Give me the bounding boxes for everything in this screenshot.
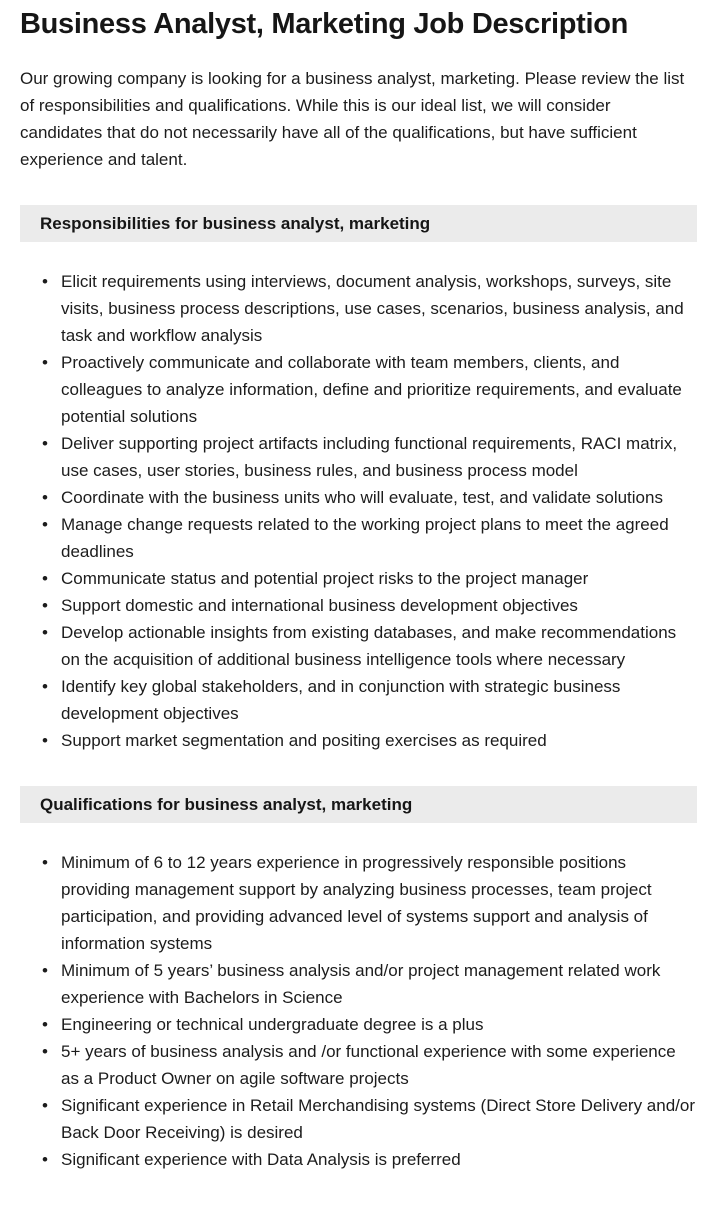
list-item: • Significant experience with Data Analysis is preferred: [42, 1146, 697, 1173]
list-item: • Coordinate with the business units who will evaluate, test, and validate solutions: [42, 484, 697, 511]
list-item: • Develop actionable insights from existing databases, and make recommendations on the acquisition of additional business intelligence tools where necessary: [42, 619, 697, 673]
section-responsibilities: [20, 205, 697, 754]
intro-paragraph: Our growing company is looking for a business analyst, marketing. Please review the list of responsibilities and qualifications. While this is our ideal list, we will consider candidates that do not necessarily have all of the qualifications, but have sufficient experience and talent.: [20, 69, 685, 169]
section-heading-responsibilities: Responsibilities for business analyst, marketing: [20, 205, 697, 242]
section-qualifications: [20, 786, 697, 1173]
list-item: • Support domestic and international business development objectives: [42, 592, 697, 619]
list-item: • Communicate status and potential project risks to the project manager: [42, 565, 697, 592]
qualifications-list: [42, 849, 697, 1173]
list-item: • Minimum of 6 to 12 years experience in progressively responsible positions providing management support by analyzing business processes, team project participation, and providing advanced level of systems support and analysis of information systems: [42, 849, 697, 957]
page-title: Business Analyst, Marketing Job Description: [20, 8, 629, 40]
section-heading-qualifications: Qualifications for business analyst, marketing: [20, 786, 697, 823]
list-item: • Engineering or technical undergraduate degree is a plus: [42, 1011, 697, 1038]
list-item: • Minimum of 5 years’ business analysis and/or project management related work experience with Bachelors in Science: [42, 957, 697, 1011]
list-item: • 5+ years of business analysis and /or functional experience with some experience as a Product Owner on agile software projects: [42, 1038, 697, 1092]
list-item: • Identify key global stakeholders, and in conjunction with strategic business development objectives: [42, 673, 697, 727]
list-item: • Elicit requirements using interviews, document analysis, workshops, surveys, site visits, business process descriptions, use cases, scenarios, business analysis, and task and workflow analysis: [42, 268, 697, 349]
list-item: • Support market segmentation and positing exercises as required: [42, 727, 697, 754]
responsibilities-list: [42, 268, 697, 754]
list-item: • Deliver supporting project artifacts including functional requirements, RACI matrix, use cases, user stories, business rules, and business process model: [42, 430, 697, 484]
list-item: • Manage change requests related to the working project plans to meet the agreed deadlines: [42, 511, 697, 565]
list-item: • Proactively communicate and collaborate with team members, clients, and colleagues to analyze information, define and prioritize requirements, and evaluate potential solutions: [42, 349, 697, 430]
list-item: • Significant experience in Retail Merchandising systems (Direct Store Delivery and/or Back Door Receiving) is desired: [42, 1092, 697, 1146]
